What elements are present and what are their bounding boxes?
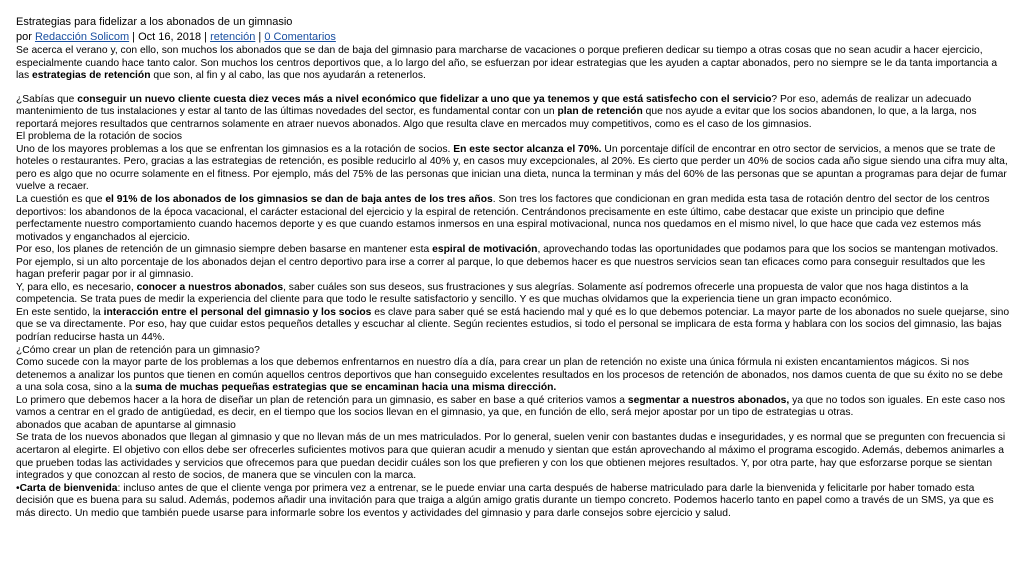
text: Se trata de los nuevos abonados que llegan al gimnasio y que no llevan más de un mes matriculados. Por lo general, suelen venir con bastantes dudas e inseguridades, y es normal que se pregunten con frecuencia si acertaron al elegirte. El objetivo con ellos debe ser ofrecerles suficientes motivos para que quieran acudir a menudo y sientan que están aprovechando al máximo el programa escogido. Además, debemos animarles a que prueben todas las actividades y servicios que ofrecemos para que puedan decidir cuáles son los que prefieren y con los que obtienen mejores resultados. Y, por otra parte, hay que esforzarse porque se sientan integrados y que conozcan al resto de socios, de manera que se vinculen con la marca.: [16, 432, 1006, 482]
text: ¿Sabías que: [16, 93, 78, 105]
paragraph: [16, 307, 1010, 345]
bold-text: el 91% de los abonados de los gimnasios se dan de baja antes de los tres años: [105, 194, 493, 206]
bold-text: espiral de motivación: [432, 244, 538, 256]
text: ? Por eso, además de realizar un adecuado mantenimiento de tus instalaciones y estar al tanto de las últimas novedades del sector, es fundamental contar con un: [16, 93, 972, 118]
bold-text: conseguir un nuevo cliente cuesta diez veces más a nivel económico que fidelizar a uno que ya tenemos y que está satisfecho con el servicio: [77, 93, 772, 105]
author-link[interactable]: Redacción Solicom: [34, 31, 130, 43]
paragraph: [16, 432, 1010, 482]
text: Por eso, los planes de retención de un gimnasio siempre deben basarse en mantener esta: [16, 244, 433, 256]
text: Uno de los mayores problemas a los que se enfrentan los gimnasios es a la rotación de socios.: [16, 143, 454, 155]
bold-text: plan de retención: [557, 106, 643, 118]
text: Se acerca el verano y, con ello, son muchos los abonados que se dan de baja del gimnasio para marcharse de vacaciones o porque prefieren dedicar su tiempo a otras cosas que no sean acudir a hacer ejercicio, especialmente cuando hace tanto calor. Son muchos los centros deportivos que, a lo largo del año, se esfuerzan por idear estrategias que les ayuden a captar abonados, pero no siempre se le da tanta importancia a las: [16, 45, 998, 82]
bold-text: En este sector alcanza el 70%.: [453, 143, 602, 155]
text: es clave para saber qué se está haciendo mal y qué es lo que debemos potenciar. La mayor parte de los abonados no suele quejarse, sino que se va directamente. Por eso, hay que cuidar estos pequeños detalles y escuchar al cliente. Según recientes estudios, si todo el personal se implicara de esta forma y hablara con los socios del gimnasio, las bajas podrían reducirse hasta un 44%.: [16, 306, 1010, 344]
paragraph: [16, 395, 1010, 420]
meta-separator: |: [255, 31, 265, 43]
section-heading: El problema de la rotación de socios: [16, 131, 182, 143]
publish-date: Oct 16, 2018: [138, 31, 202, 43]
text: que nos ayude a evitar que los socios abandonen, lo que, a la larga, nos reportará mejores resultados que centrarnos solamente en atraer nuevos abonados. Algo que resulta clave en mercados muy competitivos, como es el caso de los gimnasios.: [16, 106, 977, 130]
bold-text: suma de muchas pequeñas estrategias que se encaminan hacia una misma dirección.: [135, 382, 557, 394]
paragraph: [16, 94, 1010, 132]
intro-paragraph: [16, 45, 1010, 83]
category-link[interactable]: retención: [210, 31, 256, 43]
article-meta: [16, 30, 1010, 44]
paragraph: [16, 144, 1010, 194]
bold-text: conocer a nuestros abonados: [136, 281, 284, 293]
text: Un porcentaje difícil de encontrar en otro sector de servicios, a menos que se trate de hoteles o restaurantes. Pero, gracias a las estrategias de retención, es posible reducirlo al 40% y, en casos muy excepcionales, al 20%. Es cierto que perder un 40% de socios cada año sigue siendo una cifra muy alta, pero es algo que no ocurre solamente en el fitness. Por ejemplo, más del 75% de las personas que inician una dieta, nunca la terminan y más del 60% de las personas que se apuntan a programas para dejar de fumar vuelve a recaer.: [16, 143, 1008, 193]
comments-link[interactable]: 0 Comentarios: [264, 31, 336, 43]
subsection-heading: abonados que acaban de apuntarse al gimnasio: [16, 419, 236, 431]
text: En este sentido, la: [16, 306, 104, 318]
text: : incluso antes de que el cliente venga por primera vez a entrenar, se le puede enviar una carta después de haberse matriculado para darle la bienvenida y felicitarle por haber tomado esta decisión que es buena para su salud. Además, podemos añadir una invitación para que traiga a algún amigo gratis durante un tiempo concreto. Podemos hacerlo tanto en papel como a través de un SMS, ya que es más directo. Un medio que también puede usarse para informarle sobre los eventos y actividades del gimnasio y para darle consejos sobre ejercicio y salud.: [16, 482, 994, 519]
article-title: Estrategias para fidelizar a los abonados de un gimnasio: [16, 16, 293, 28]
meta-separator: |: [201, 31, 211, 43]
bold-text: segmentar a nuestros abonados,: [627, 394, 790, 406]
text: , saber cuáles son sus deseos, sus frustraciones y sus alegrías. Solamente así podremos ofrecerle una propuesta de valor que nos haga distintos a la competencia. Se trata pues de medir la experiencia del cliente para que todo le resulte satisfactorio y sencillo. Y es que muchas olvidamos que la experiencia tiene un gran impacto económico.: [16, 281, 969, 306]
paragraph: [16, 194, 1010, 244]
article: [16, 15, 1010, 520]
text: que son, al fin y al cabo, las que nos ayudarán a retenerlos.: [150, 70, 426, 82]
paragraph-gap: [16, 83, 1010, 94]
text: Lo primero que debemos hacer a la hora de diseñar un plan de retención para un gimnasio, es saber en base a qué criterios vamos a: [16, 394, 628, 406]
text: La cuestión es que: [16, 194, 106, 206]
bullet-paragraph: [16, 483, 1010, 521]
paragraph: [16, 282, 1010, 307]
bullet-icon: •: [16, 482, 20, 494]
meta-by: por: [16, 31, 35, 43]
bold-text: Carta de bienvenida: [19, 482, 118, 494]
text: Como sucede con la mayor parte de los problemas a los que debemos enfrentarnos en nuestro día a día, para crear un plan de retención no existe una única fórmula ni existen encantamientos mágicos. Si nos detenemos a analizar los puntos que tienen en común aquellos centros deportivos que han conseguido excelentes resultados en los procesos de retención de abonados, nos damos cuenta de que su éxito no se debe a una sola cosa, sino a la: [16, 357, 1003, 394]
text: . Son tres los factores que condicionan en gran medida esta tasa de rotación dentro del sector de los centros deportivos: los abandonos de la época vacacional, el carácter estacional del ejercicio y la espiral de retención. Centrándonos precisamente en este último, cabe destacar que existe un principio que define perfectamente nuestro comportamiento cuando hacemos deporte y es que cuando estamos inmersos en una espiral motivacional, nunca nos quedamos en el mismo nivel, lo que hace que cada vez estemos más motivados y enganchados al ejercicio.: [16, 194, 990, 243]
bold-text: interacción entre el personal del gimnasio y los socios: [103, 306, 372, 318]
bold-text: estrategias de retención: [32, 70, 151, 82]
text: Y, para ello, es necesario,: [16, 281, 137, 293]
meta-separator: |: [129, 31, 139, 43]
text: , aprovechando todas las oportunidades que podamos para que los socios se mantengan motivados. Por ejemplo, si un alto porcentaje de los abonados dejan el centro deportivo para irse a correr al parque, lo que debemos hacer es que nuestros servicios sean tan eficaces como para conseguir resultados que les hagan preferir pagar por ir al gimnasio.: [16, 244, 999, 281]
paragraph: [16, 357, 1010, 395]
section-heading: ¿Cómo crear un plan de retención para un gimnasio?: [16, 344, 260, 356]
paragraph: [16, 244, 1010, 282]
text: ya que no todos son iguales. En este caso nos vamos a centrar en el grado de antigüedad, es decir, en el tiempo que los socios llevan en el gimnasio, ya que, en función de ello, será mejor apostar por un tipo de estrategias u otras.: [16, 394, 1006, 419]
